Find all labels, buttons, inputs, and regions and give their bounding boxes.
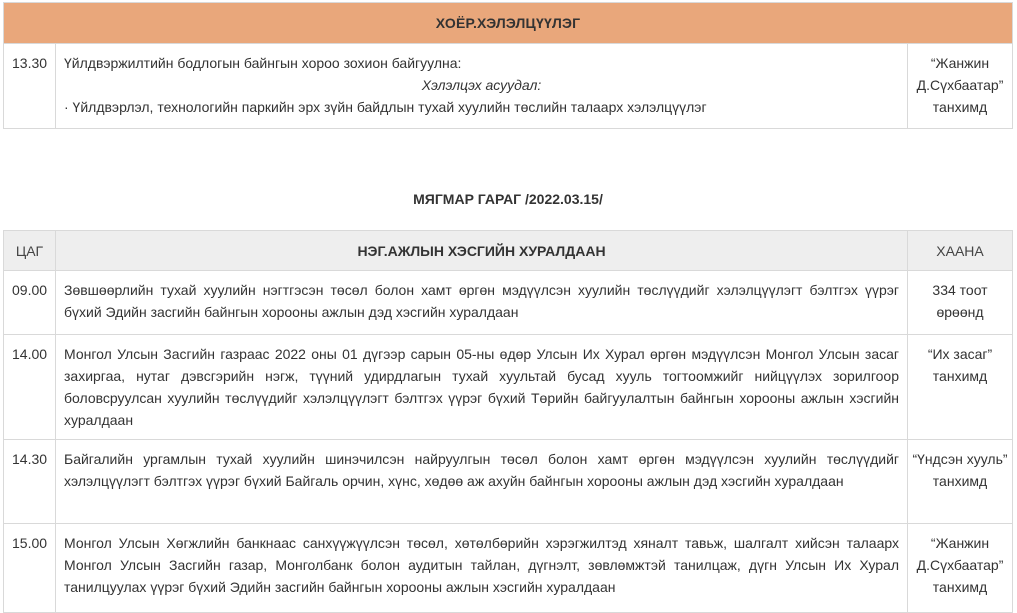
row-description xyxy=(56,44,908,129)
table-header-row xyxy=(4,231,1013,271)
table-row xyxy=(4,524,1013,613)
table-row xyxy=(4,335,1013,440)
row-description: Зөвшөөрлийн тухай хуулийн нэгтгэсэн төсөл болон хамт өргөн мэдүүлсэн хуулийн төслүүдийг хэлэлцүүлэгт бэлтгэх үүрэг бүхий Эдийн засгийн байнгын хорооны ажлын дэд хэсгийн хуралдаан xyxy=(56,271,908,335)
discussion-table xyxy=(3,2,1013,129)
row-place: 334 тоот өрөөнд xyxy=(908,271,1013,335)
header-title: НЭГ.АЖЛЫН ХЭСГИЙН ХУРАЛДААН xyxy=(56,231,908,271)
row-place: “Жанжин Д.Сүхбаатар” танхимд xyxy=(907,44,1012,129)
row-time: 14.00 xyxy=(4,335,56,440)
row-description: Байгалийн ургамлын тухай хуулийн шинэчилсэн найруулгын төсөл болон хамт өргөн мэдүүлсэн хуулийн төслүүдийг хэлэлцүүлэгт бэлтгэх үүрэг бүхий Байгаль орчин, хүнс, хөдөө аж ахуйн байнгын хорооны ажлын дэд хэсгийн хуралдаан xyxy=(56,440,908,524)
table-row xyxy=(4,271,1013,335)
row-time: 13.30 xyxy=(4,44,56,129)
row-description: Монгол Улсын Засгийн газраас 2022 оны 01 дүгээр сарын 05-ны өдөр Улсын Их Хурал өргөн мэдүүлсэн Монгол Улсын засаг захиргаа, нутаг дэвсгэрийн нэгж, түүний удирдлагын тухай хуультай бусад хууль тогтоомжийг нийцүүлэх зорилгоор боловсруулсан хуулийн төслүүдийг хэлэлцүүлэгт бэлтгэх үүрэг бүхий Төрийн байгуулалтын байнгын хорооны ажлын хэсгийн хуралдаан xyxy=(56,335,908,440)
table-row xyxy=(4,440,1013,524)
row-place: “Жанжин Д.Сүхбаатар” танхимд xyxy=(908,524,1013,613)
row-main-text: Үйлдвэржилтийн бодлогын байнгын хороо зохион байгуулна: xyxy=(64,55,462,71)
header-place: ХААНА xyxy=(908,231,1013,271)
agenda-label: Хэлэлцэх асуудал: xyxy=(421,77,542,93)
header-time: ЦАГ xyxy=(4,231,56,271)
working-group-table xyxy=(3,230,1013,613)
table-row xyxy=(4,44,1013,129)
row-place: “Их засаг” танхимд xyxy=(908,335,1013,440)
day-heading: МЯГМАР ГАРАГ /2022.03.15/ xyxy=(413,191,603,207)
row-description: Монгол Улсын Хөгжлийн банкнаас санхүүжүүлсэн төсөл, хөтөлбөрийн хэрэгжилтэд хяналт тавьж, шалгалт хийсэн талаарх Монгол Улсын Засгийн газар, Монголбанк болон аудитын тайлан, дүгнэлт, зөвлөмжтэй танилцаж, дүгн Улсын Их Хурал танилцуулах үүрэг бүхий Эдийн засгийн байнгын хорооны ажлын хэсгийн хуралдаан xyxy=(56,524,908,613)
row-place: “Үндсэн хууль” танхимд xyxy=(908,440,1013,524)
row-time: 15.00 xyxy=(4,524,56,613)
section-title: ХОЁР.ХЭЛЭЛЦҮҮЛЭГ xyxy=(4,3,1013,44)
agenda-item: · Үйлдвэрлэл, технологийн паркийн эрх зүйн байдлын тухай хуулийн төслийн талаарх хэлэлцүүлэг xyxy=(64,99,707,115)
section-header-row xyxy=(4,3,1013,44)
row-time: 09.00 xyxy=(4,271,56,335)
row-time: 14.30 xyxy=(4,440,56,524)
